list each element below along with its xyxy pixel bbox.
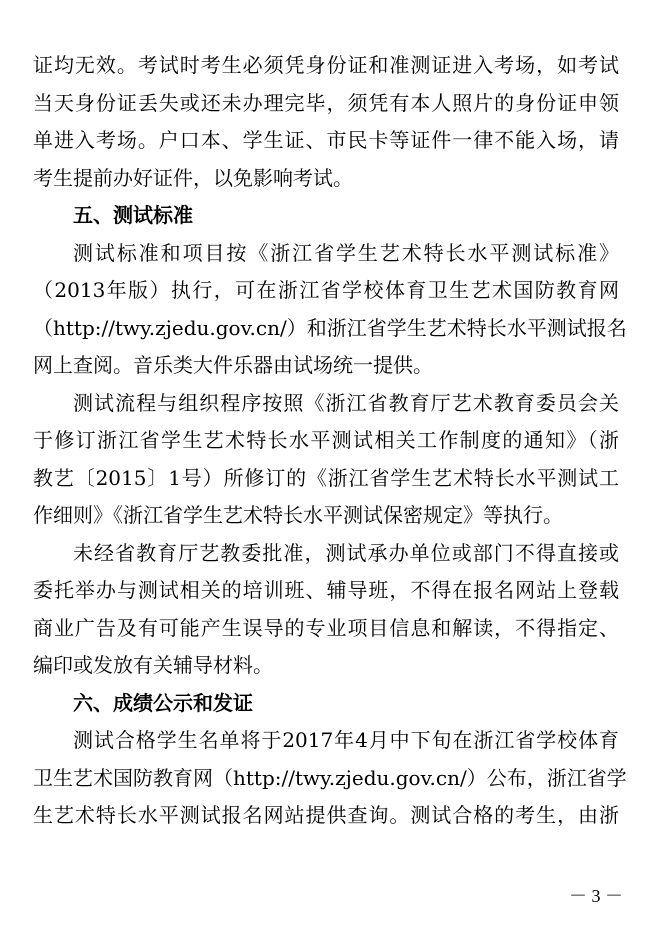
paragraph-line: 作细则》《浙江省学生艺术特长水平测试保密规定》等执行。 xyxy=(33,503,563,527)
paragraph-line: 未经省教育厅艺教委批准，测试承办单位或部门不得直接或 xyxy=(73,540,619,565)
paragraph-line: 商业广告及有可能产生误导的专业项目信息和解读，不得指定、 xyxy=(33,615,619,640)
paragraph-line: 卫生艺术国防教育网（http://twy.zjedu.gov.cn/）公布，浙江省学 xyxy=(33,765,627,790)
paragraph-line: 测试标准和项目按《浙江省学生艺术特长水平测试标准》 xyxy=(73,240,619,265)
section-heading-results-publication: 六、成绩公示和发证 xyxy=(73,690,253,715)
paragraph-line: 于修订浙江省学生艺术特长水平测试相关工作制度的通知》（浙 xyxy=(33,428,619,452)
paragraph-line: 当天身份证丢失或还未办理完毕，须凭有本人照片的身份证申领 xyxy=(33,90,619,115)
paragraph-line: 证均无效。考试时考生必须凭身份证和准测证进入考场，如考试 xyxy=(33,53,619,77)
paragraph-line: 单进入考场。户口本、学生证、市民卡等证件一律不能入场，请 xyxy=(33,128,619,152)
page-number: － 3 － xyxy=(569,886,623,906)
paragraph-line: 编印或发放有关辅导材料。 xyxy=(33,653,273,677)
paragraph-line: （2013年版）执行，可在浙江省学校体育卫生艺术国防教育网 xyxy=(33,278,619,302)
paragraph-line: 生艺术特长水平测试报名网站提供查询。测试合格的考生，由浙 xyxy=(33,803,619,827)
paragraph-line: 网上查阅。音乐类大件乐器由试场统一提供。 xyxy=(33,353,433,377)
paragraph-line: 考生提前办好证件，以免影响考试。 xyxy=(33,165,353,190)
paragraph-line: 测试流程与组织程序按照《浙江省教育厅艺术教育委员会关 xyxy=(73,390,619,415)
paragraph-line: 教艺〔2015〕1号）所修订的《浙江省学生艺术特长水平测试工 xyxy=(33,465,619,490)
paragraph-line: （http://twy.zjedu.gov.cn/）和浙江省学生艺术特长水平测试报名 xyxy=(33,315,627,340)
document-body xyxy=(33,47,627,835)
paragraph-line: 委托举办与测试相关的培训班、辅导班，不得在报名网站上登载 xyxy=(33,578,619,602)
section-heading-test-standards: 五、测试标准 xyxy=(73,203,193,227)
paragraph-line: 测试合格学生名单将于2017年4月中下旬在浙江省学校体育 xyxy=(73,728,619,752)
